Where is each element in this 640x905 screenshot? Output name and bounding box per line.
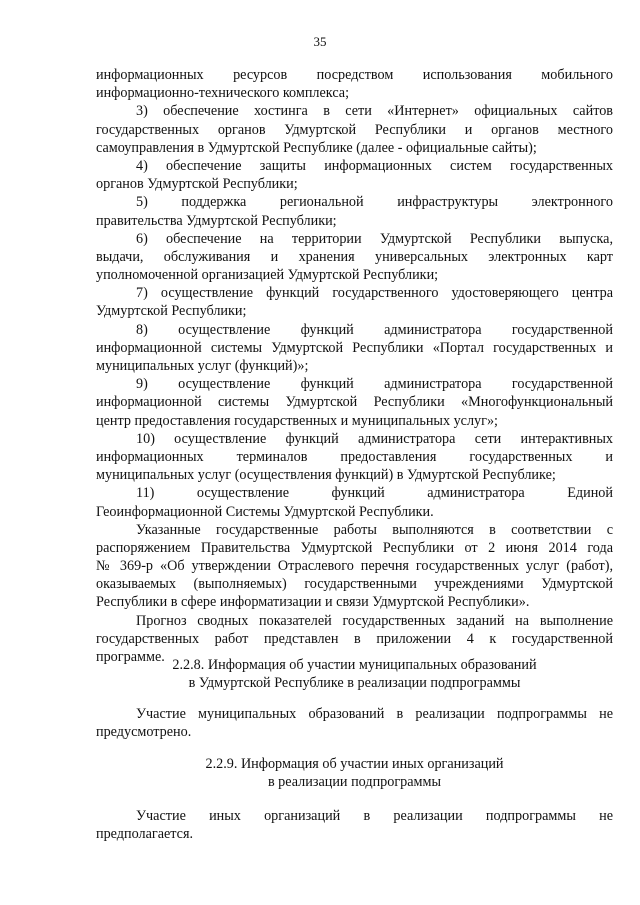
heading-line: 2.2.8. Информация об участии муниципальных образований [172, 657, 537, 673]
text-line: Участие муниципальных образований в реализации подпрограммы не [136, 706, 613, 722]
text-line: Указанные государственные работы выполняются в соответствии с [136, 521, 613, 538]
text-line: Прогноз сводных показателей государственных заданий на выполнение [136, 612, 613, 629]
text-line: выдачи, обслуживания и хранения универсальных электронных карт [96, 248, 613, 265]
page-number: 35 [313, 34, 327, 49]
text-line: программе. [96, 649, 165, 665]
text-line: Участие иных организаций в реализации подпрограммы не [136, 808, 613, 824]
text-line: 3) обеспечение хостинга в сети «Интернет» официальных сайтов [136, 103, 613, 120]
text-line: Удмуртской Республики; [96, 303, 247, 320]
main-text [96, 66, 613, 666]
heading-line: 2.2.9. Информация об участии иных организаций [205, 756, 504, 772]
text-line: оказываемых (выполняемых) государственными учреждениями Удмуртской [96, 576, 613, 593]
text-line: предполагается. [96, 826, 194, 843]
text-line: информационной системы Удмуртской Республики «Многофункциональный [96, 394, 613, 411]
text-line: муниципальных услуг (функций)»; [96, 358, 309, 374]
text-line: 10) осуществление функций администратора сети интерактивных [136, 430, 613, 447]
text-line: предусмотрено. [96, 724, 192, 741]
text-line: Республики в сфере информатизации и связи Удмуртской Республики». [96, 594, 530, 611]
heading-line: в Удмуртской Республике в реализации подпрограммы [188, 675, 521, 692]
text-line: информационной системы Удмуртской Республики «Портал государственных и [96, 339, 613, 356]
text-line: № 369-р «Об утверждении Отраслевого перечня государственных услуг (работ), [96, 558, 613, 575]
text-line: 11) осуществление функций администратора Единой [136, 485, 613, 502]
text-line: центр предоставления государственных и муниципальных услуг»; [96, 412, 499, 429]
section-2-2-8-heading [96, 656, 613, 692]
text-line: муниципальных услуг (осуществления функций) в Удмуртской Республике; [96, 467, 556, 484]
text-line: самоуправления в Удмуртской Республике (далее - официальные сайты); [96, 139, 537, 156]
text-line: 8) осуществление функций администратора государственной [136, 321, 613, 338]
text-line: правительства Удмуртской Республики; [96, 212, 337, 229]
section-2-2-9-heading [96, 755, 613, 791]
text-line: распоряжением Правительства Удмуртской Республики от 2 июня 2014 года [96, 539, 613, 556]
text-line: 4) обеспечение защиты информационных систем государственных [136, 157, 613, 174]
text-line: органов Удмуртской Республики; [96, 176, 298, 193]
text-line: уполномоченной организацией Удмуртской Республики; [96, 267, 439, 284]
section-2-2-8-text [96, 705, 613, 741]
text-line: информационных ресурсов посредством использования мобильного [96, 67, 613, 83]
text-line: Геоинформационной Системы Удмуртской Республики. [96, 503, 434, 520]
section-2-2-9-text [96, 807, 613, 843]
text-line: государственных работ представлен в приложении 4 к государственной [96, 630, 613, 647]
text-line: информационно-технического комплекса; [96, 85, 350, 102]
text-line: 9) осуществление функций администратора государственной [136, 376, 613, 393]
text-line: 6) обеспечение на территории Удмуртской Республики выпуска, [136, 230, 613, 247]
heading-line: в реализации подпрограммы [267, 774, 442, 791]
text-line: 7) осуществление функций государственного удостоверяющего центра [136, 285, 613, 302]
text-line: информационных терминалов предоставления государственных и [96, 448, 613, 465]
text-line: государственных органов Удмуртской Республики и органов местного [96, 121, 613, 138]
text-line: 5) поддержка региональной инфраструктуры электронного [136, 194, 613, 211]
